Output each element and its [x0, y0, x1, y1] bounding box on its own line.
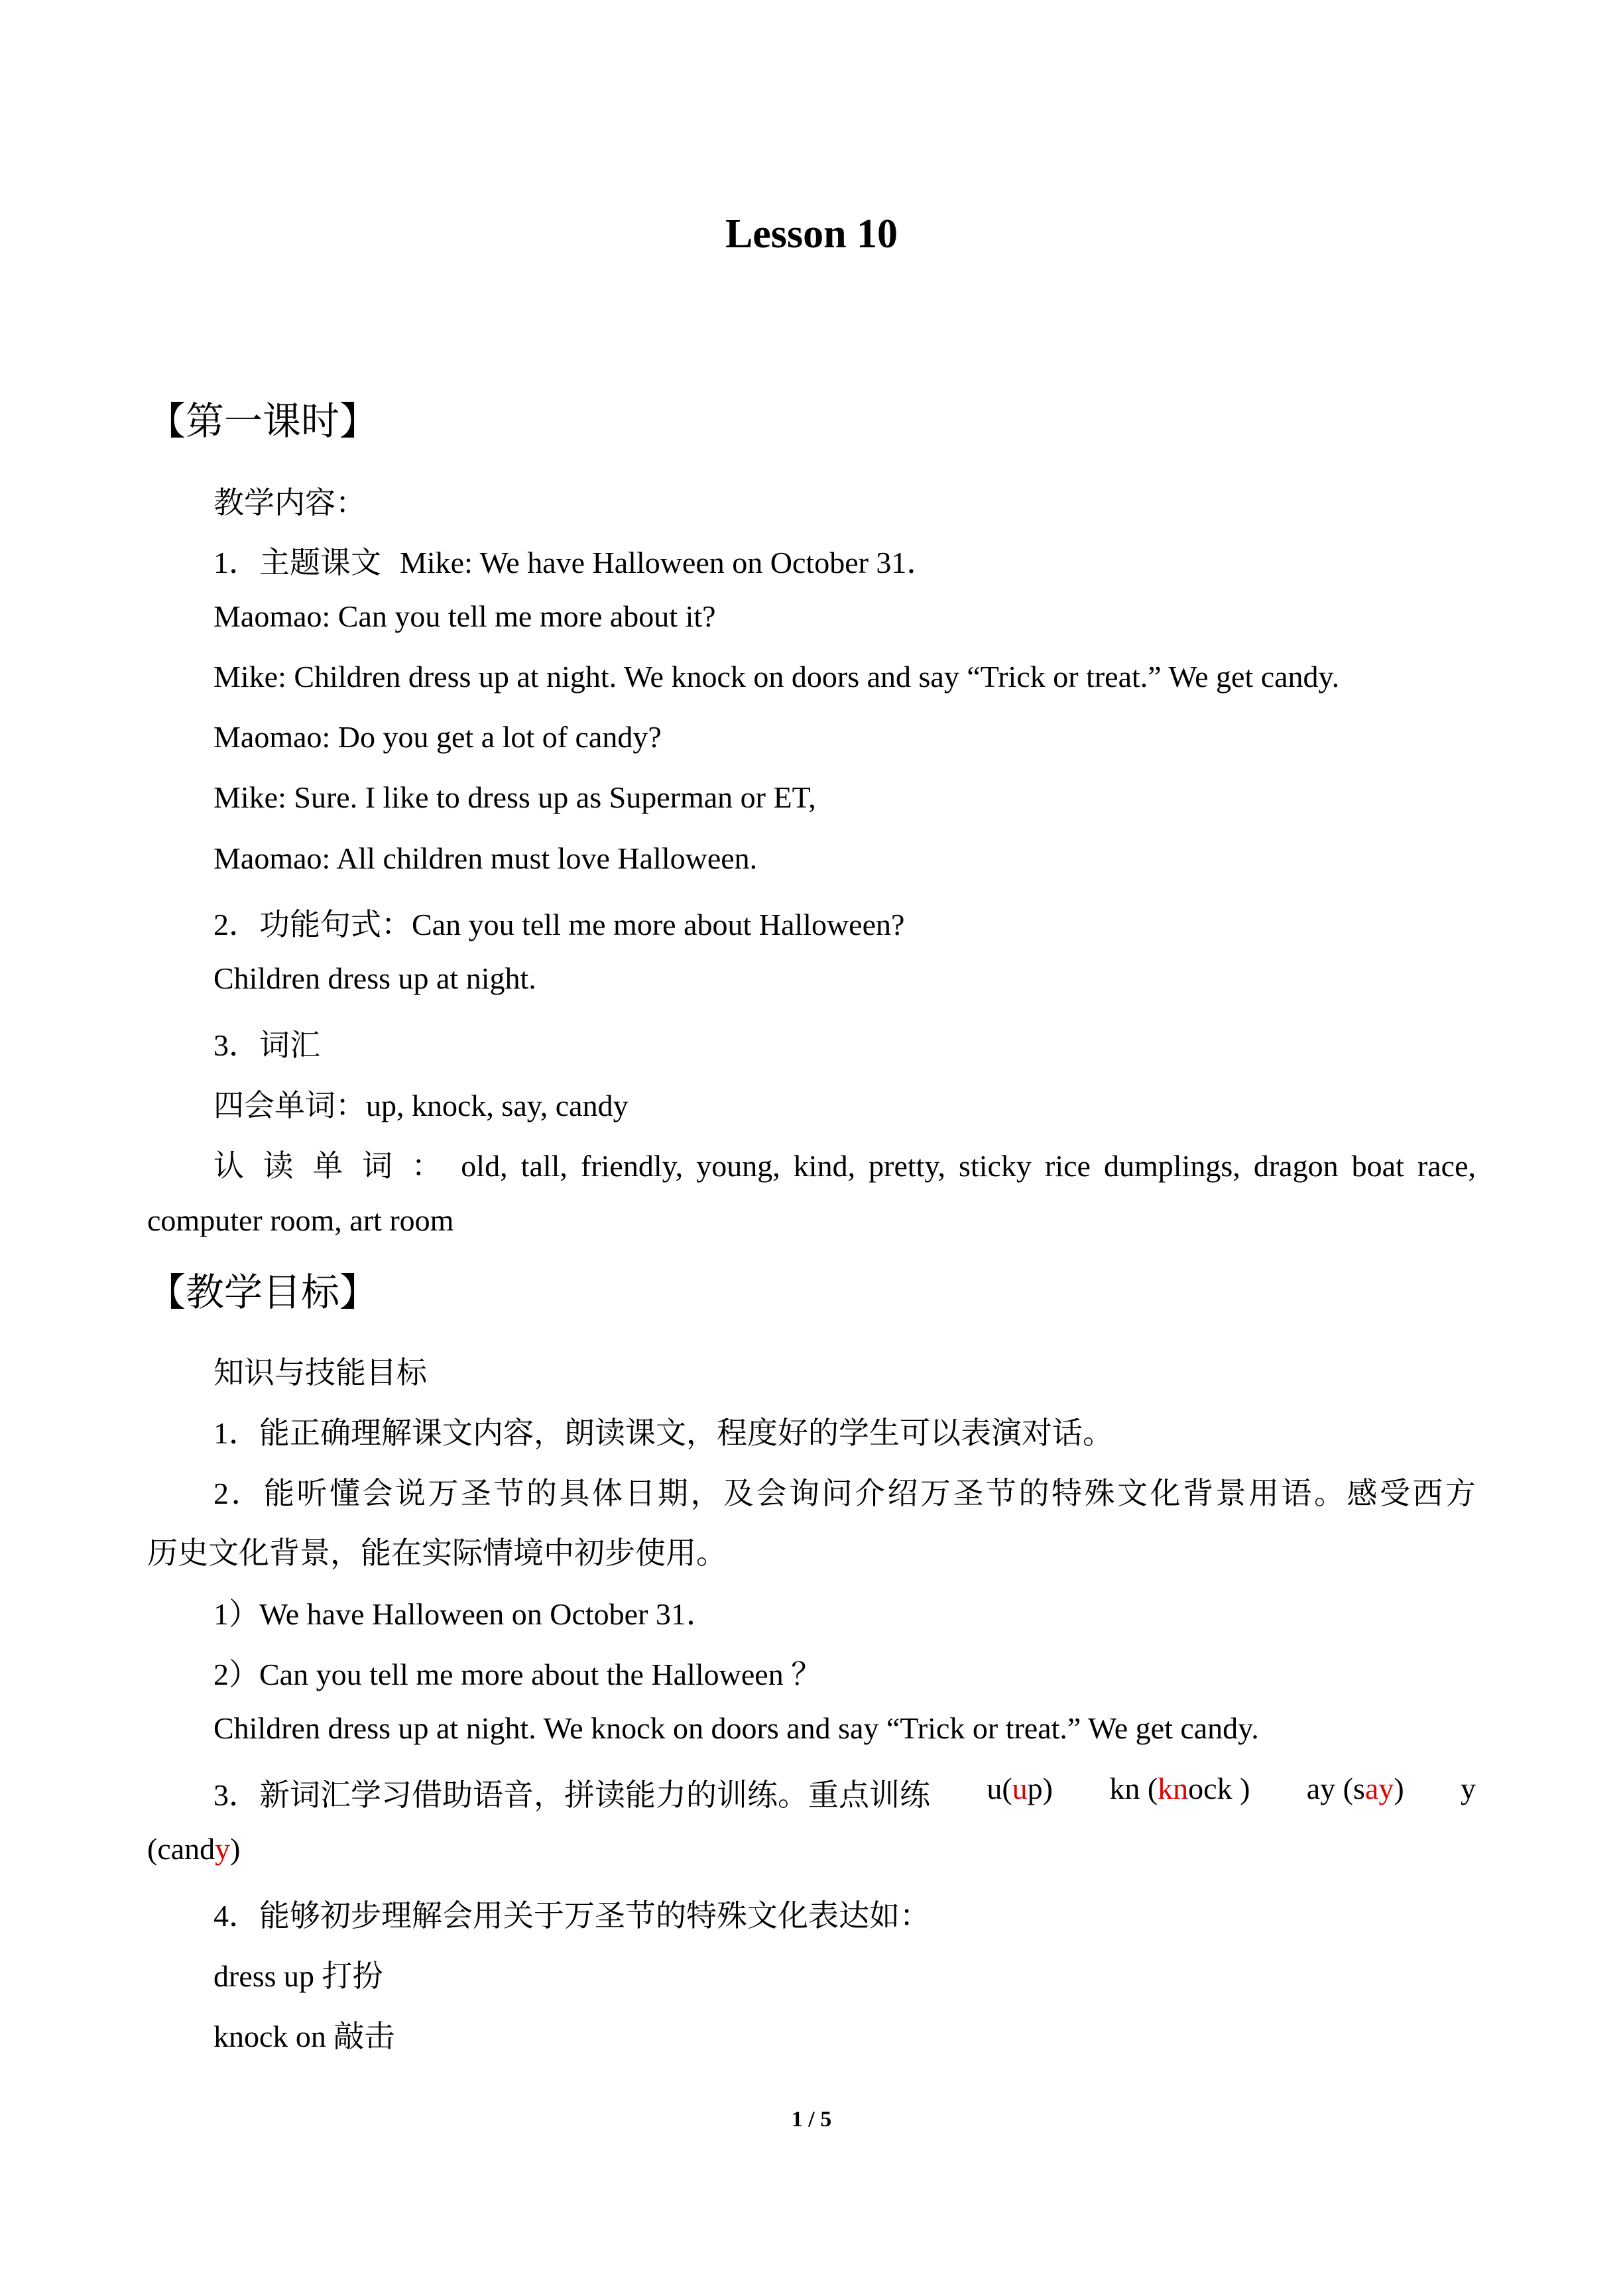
phrase-dress-up: dress up 打扮: [213, 1959, 383, 1993]
example-3: Children dress up at night. We knock on doors and say “Trick or treat.” We get candy.: [213, 1711, 1259, 1745]
page-title: Lesson 10: [725, 211, 898, 257]
subheading: 知识与技能目标: [213, 1356, 427, 1390]
example-1: 1）We have Halloween on October 31．: [213, 1597, 717, 1631]
dialogue-line-6: Maomao: All children must love Halloween.: [213, 841, 758, 875]
goal2-cont: 历史文化背景，能在实际情境中初步使用。: [147, 1536, 727, 1570]
goal1-line: 1．能正确理解课文内容，朗读课文，程度好的学生可以表演对话。: [213, 1416, 1113, 1450]
phonics-y: y: [1461, 1772, 1476, 1805]
section1-heading: 【第一课时】: [147, 400, 379, 443]
recognition-words-cont: computer room, art room: [147, 1203, 454, 1237]
page-number: 1 / 5: [791, 2107, 832, 2132]
goal2-line: 2．能听懂会说万圣节的具体日期，及会询问介绍万圣节的特殊文化背景用语。感受西方: [213, 1477, 1476, 1510]
phonics-knock: kn (knock ): [1109, 1772, 1250, 1805]
goal3-text: 3．新词汇学习借助语音，拼读能力的训练。重点训练: [213, 1778, 930, 1812]
phonics-say: ay (say): [1306, 1772, 1404, 1805]
item1-line: [213, 538, 1476, 582]
four-skill-words: 四会单词：up, knock, say, candy: [213, 1089, 629, 1122]
goal3-line: [213, 1771, 1476, 1815]
dialogue-line-5: Mike: Sure. I like to dress up as Superman or ET,: [213, 780, 816, 814]
item2-cont: Children dress up at night.: [213, 961, 536, 995]
phonics-up: u(up): [987, 1772, 1053, 1805]
phrase-knock-on: knock on 敲击: [213, 2020, 395, 2053]
item1-prefix: 1．主题课文: [213, 546, 381, 579]
section2-heading: 【教学目标】: [147, 1271, 379, 1314]
goal3-cont: (candy): [147, 1832, 241, 1866]
goal4-line: 4．能够初步理解会用关于万圣节的特殊文化表达如：: [213, 1899, 930, 1933]
dialogue-line-2: Maomao: Can you tell me more about it?: [213, 599, 716, 633]
item3-line: 3．词汇: [213, 1028, 320, 1062]
content-label: 教学内容：: [213, 486, 366, 520]
recognition-words: 认 读 单 词 ： old, tall, friendly, young, kind, pretty, sticky rice dumplings, dragon boat race,: [213, 1149, 1476, 1183]
example-2: 2）Can you tell me more about the Halloween ？: [213, 1658, 822, 1691]
dialogue-line-1: Mike: We have Halloween on October 31．: [400, 546, 937, 579]
item2-line: 2．功能句式：Can you tell me more about Halloween?: [213, 908, 905, 941]
dialogue-line-4: Maomao: Do you get a lot of candy?: [213, 720, 662, 754]
dialogue-line-3: Mike: Children dress up at night. We knock on doors and say “Trick or treat.” We get candy.: [213, 660, 1340, 694]
